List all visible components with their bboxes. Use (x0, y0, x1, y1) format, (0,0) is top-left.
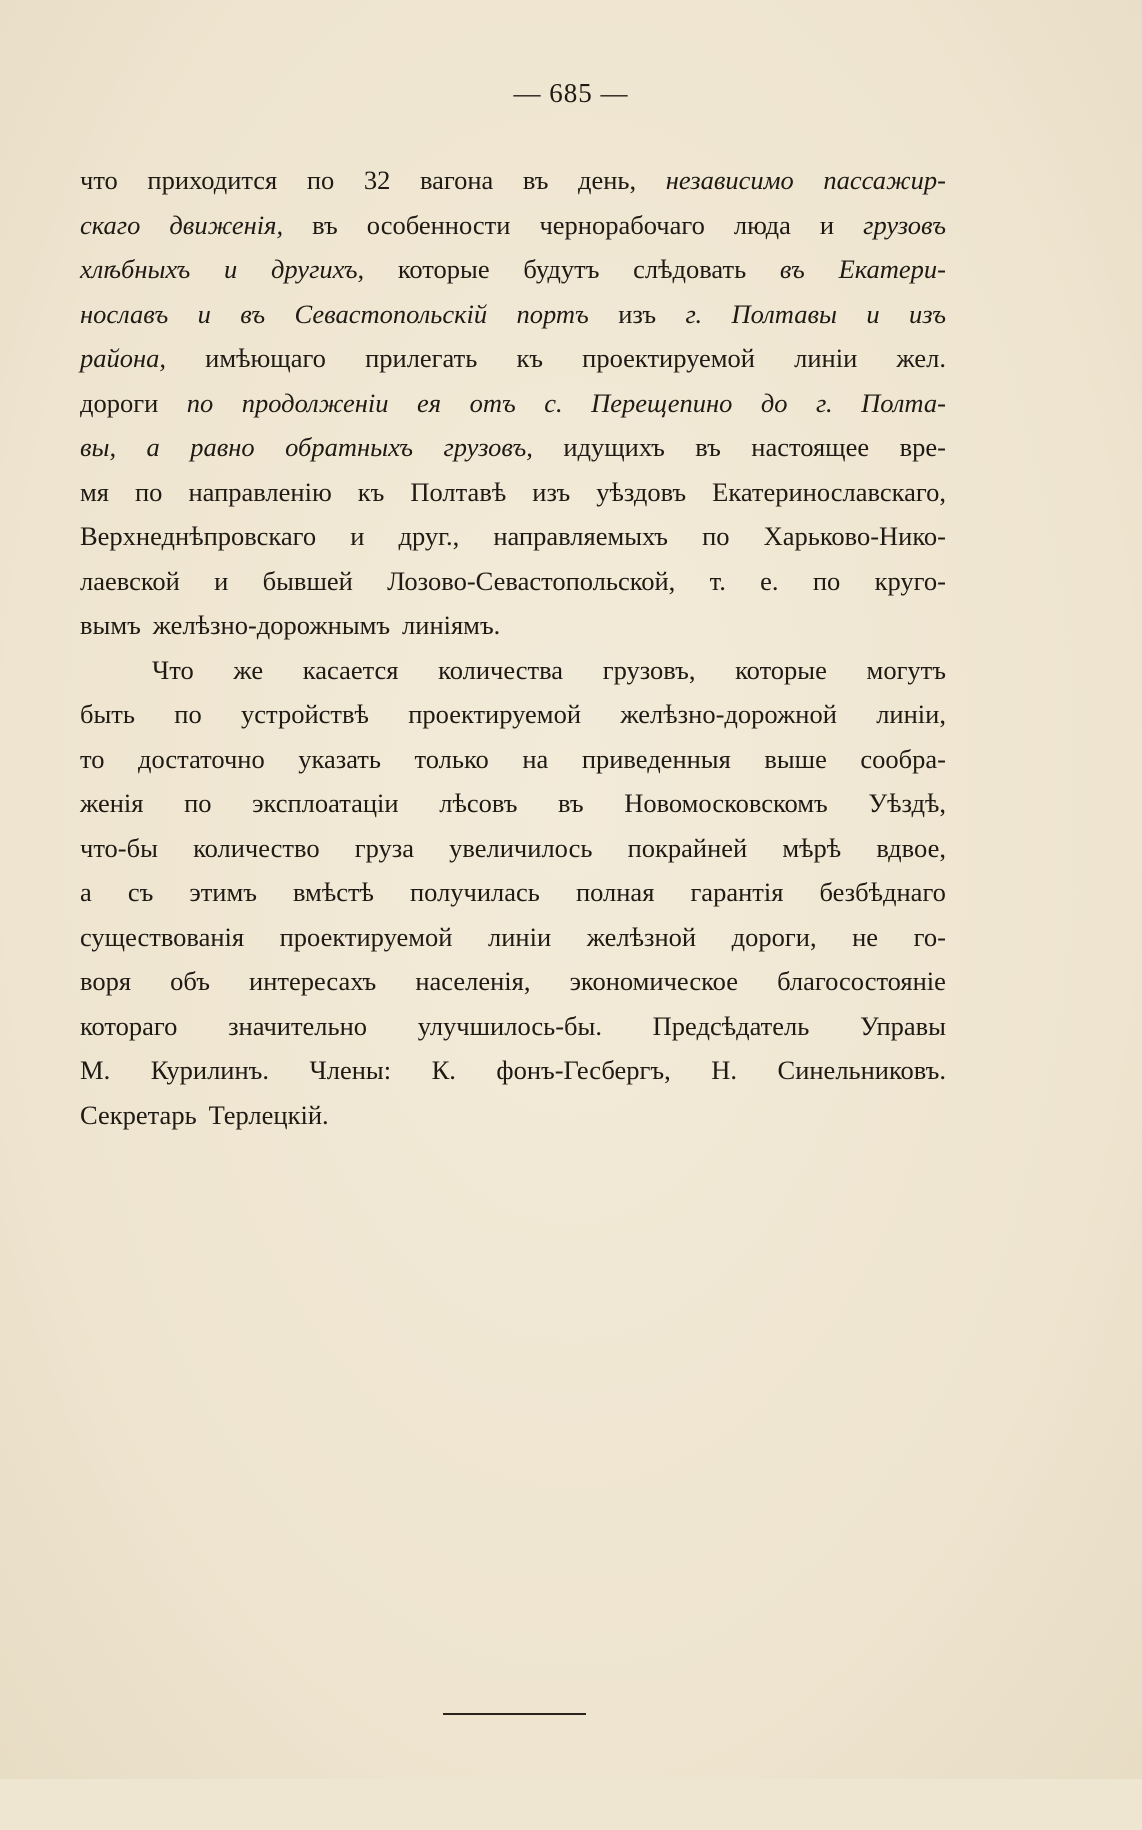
word: получилась (409, 877, 540, 907)
word: Члены: (309, 1055, 392, 1085)
word: г. (685, 298, 703, 329)
word: линіи (488, 921, 552, 952)
word: Екатери- (838, 254, 946, 284)
word: вре- (899, 432, 946, 462)
word: Полтавы (731, 298, 837, 329)
text-line (80, 336, 946, 381)
word: въ (695, 432, 721, 462)
word: покрайней (627, 832, 748, 863)
word: изъ (618, 298, 657, 329)
word: грузовъ (863, 209, 946, 240)
word: выше (764, 743, 827, 774)
text-line (80, 1004, 946, 1049)
word: будутъ (523, 254, 600, 284)
word: и (866, 298, 880, 329)
word: портъ (516, 298, 589, 329)
word: лѣсовъ (439, 788, 518, 818)
word: что-бы (80, 832, 158, 863)
word: мѣрѣ (782, 832, 842, 863)
word: другихъ, (271, 254, 365, 284)
word: идущихъ (563, 432, 665, 462)
word: дороги, (731, 921, 817, 952)
word: фонъ-Гесбергъ, (496, 1055, 671, 1085)
word: независимо (665, 165, 794, 195)
word: которые (735, 654, 827, 685)
word: Новомосковскомъ (624, 788, 828, 818)
word: количества (438, 654, 564, 685)
word: а (146, 432, 160, 462)
word: и (819, 209, 835, 240)
word: женія (80, 788, 144, 818)
word: до (760, 387, 788, 418)
word: Севастопольскій (294, 298, 488, 329)
word: отъ (469, 387, 516, 418)
word: по (812, 565, 841, 596)
word: Уѣздѣ, (868, 788, 946, 818)
word: по (184, 788, 212, 818)
word: проектируемой (582, 343, 755, 373)
word: вмѣстѣ (292, 877, 374, 907)
word: чернорабочаго (539, 209, 705, 240)
word: въ (558, 788, 584, 818)
word: съ (127, 877, 154, 907)
word: же (233, 654, 264, 685)
word: М. (80, 1055, 111, 1085)
word: настоящее (751, 432, 870, 462)
word: лаевской (80, 565, 180, 596)
word: приведенныя (581, 743, 731, 774)
text-line (80, 158, 946, 203)
word: Терлецкій. (208, 1099, 329, 1130)
word: по (135, 476, 163, 507)
word: желѣзно-дорожной (620, 699, 837, 729)
word: и (197, 298, 211, 329)
word: Перещепино (591, 387, 733, 418)
word: слѣдовать (633, 254, 747, 284)
end-rule (443, 1713, 586, 1715)
text-line (80, 514, 946, 559)
word: дороги (80, 387, 159, 418)
word: нославъ (80, 298, 169, 329)
word: Синельниковъ. (777, 1055, 946, 1085)
word: грузовъ, (443, 432, 533, 462)
word: желѣзной (586, 921, 697, 952)
word: по (186, 387, 214, 418)
word: Лозово-Севастопольской, (387, 565, 676, 596)
word: день, (577, 165, 637, 195)
word: по (174, 699, 202, 729)
word: на (522, 743, 549, 774)
text-line (80, 1093, 946, 1138)
word: вымъ (80, 610, 141, 640)
word: грузовъ, (602, 654, 696, 685)
word: по (306, 165, 335, 195)
word: къ (516, 343, 544, 373)
word: жел. (896, 343, 946, 373)
word: равно (190, 432, 255, 462)
word: воря (80, 966, 132, 996)
text-line (80, 381, 946, 426)
word: хлѣбныхъ (80, 254, 191, 284)
word: существованія (80, 921, 245, 952)
word: а (80, 877, 92, 907)
text-line (80, 915, 946, 960)
text-line (80, 603, 946, 648)
word: 32 (363, 165, 391, 195)
word: и (214, 565, 229, 596)
word: скаго (80, 209, 141, 240)
word: Курилинъ. (150, 1055, 269, 1085)
word: то (80, 743, 105, 774)
text-line (80, 648, 946, 693)
word: вагона (419, 165, 494, 195)
text-line (80, 247, 946, 292)
word: Екатеринославскаго, (712, 476, 946, 507)
word: въ (312, 209, 338, 240)
word: объ (170, 966, 210, 996)
word: прилегать (365, 343, 478, 373)
word: котораго (80, 1010, 178, 1041)
word: въ (522, 165, 549, 195)
text-line (80, 692, 946, 737)
word: линіи, (876, 699, 946, 729)
word: изъ (532, 476, 571, 507)
word: населенія, (415, 966, 531, 996)
text-line (80, 826, 946, 871)
word: сообра- (860, 743, 946, 774)
page-number: — 685 — (513, 78, 629, 108)
word: проектируемой (408, 699, 582, 729)
word: линіи (794, 343, 858, 373)
word: имѣющаго (205, 343, 326, 373)
word: желѣзно-дорожнымъ (152, 610, 391, 640)
word: уѣздовъ (596, 476, 687, 507)
word: устройствѣ (241, 699, 369, 729)
word: люда (733, 209, 791, 240)
word: могутъ (866, 654, 946, 685)
text-line (80, 292, 946, 337)
word: круго- (874, 565, 946, 596)
word: К. (431, 1055, 456, 1085)
word: указать (298, 743, 381, 774)
word: улучшилось-бы. (417, 1010, 602, 1041)
word: не (852, 921, 879, 952)
word: продолженіи (241, 387, 389, 418)
word: Управы (860, 1010, 946, 1041)
word: количество (193, 832, 320, 863)
word: Что (152, 654, 194, 685)
word: быть (80, 699, 135, 729)
word: Секретарь (80, 1099, 197, 1130)
text-line (80, 470, 946, 515)
word: мя (80, 476, 109, 507)
word: значительно (228, 1010, 368, 1041)
word: вы, (80, 432, 117, 462)
word: этимъ (189, 877, 257, 907)
word: безбѣднаго (819, 877, 946, 907)
word: линіямъ. (402, 610, 501, 640)
body-text (80, 158, 946, 1137)
word: интересахъ (249, 966, 377, 996)
word: изъ (909, 298, 946, 329)
word: г. (815, 387, 833, 418)
word: и (224, 254, 238, 284)
word: по (702, 521, 730, 551)
word: которые (397, 254, 490, 284)
text-line (80, 1048, 946, 1093)
word: направленію (188, 476, 332, 507)
word: Полта- (861, 387, 946, 418)
text-line (80, 203, 946, 248)
word: касается (302, 654, 399, 685)
word: е. (760, 565, 779, 596)
word: что (80, 165, 118, 195)
word: пассажир- (823, 165, 946, 195)
word: направляемыхъ (493, 521, 668, 551)
word: благосостояніе (777, 966, 946, 996)
word: бывшей (262, 565, 353, 596)
word: Н. (711, 1055, 737, 1085)
word: полная (575, 877, 655, 907)
word: эксплоатаціи (252, 788, 399, 818)
word: движенія, (169, 209, 284, 240)
word: гарантія (690, 877, 784, 907)
word: къ (357, 476, 385, 507)
word: достаточно (138, 743, 265, 774)
word: ея (417, 387, 442, 418)
word: увеличилось (449, 832, 593, 863)
word: проектируемой (279, 921, 453, 952)
word: вдвое, (876, 832, 946, 863)
text-line (80, 781, 946, 826)
word: друг., (398, 521, 460, 551)
word: Харьково-Нико- (763, 521, 946, 551)
word: только (414, 743, 489, 774)
word: т. (709, 565, 726, 596)
word: обратныхъ (285, 432, 413, 462)
word: с. (544, 387, 563, 418)
word: въ (240, 298, 266, 329)
text-line (80, 870, 946, 915)
word: экономическое (569, 966, 738, 996)
text-line (80, 959, 946, 1004)
word: особенности (366, 209, 511, 240)
text-line (80, 425, 946, 470)
text-line (80, 559, 946, 604)
word: Предсѣдатель (652, 1010, 810, 1041)
word: въ (779, 254, 805, 284)
word: го- (913, 921, 946, 952)
word: груза (354, 832, 414, 863)
word: района, (80, 343, 167, 373)
word: Полтавѣ (410, 476, 507, 507)
word: и (350, 521, 365, 551)
word: Верхнеднѣпровскаго (80, 521, 317, 551)
bleed-through-text (600, 1230, 1000, 1830)
text-line (80, 737, 946, 782)
word: приходится (147, 165, 278, 195)
